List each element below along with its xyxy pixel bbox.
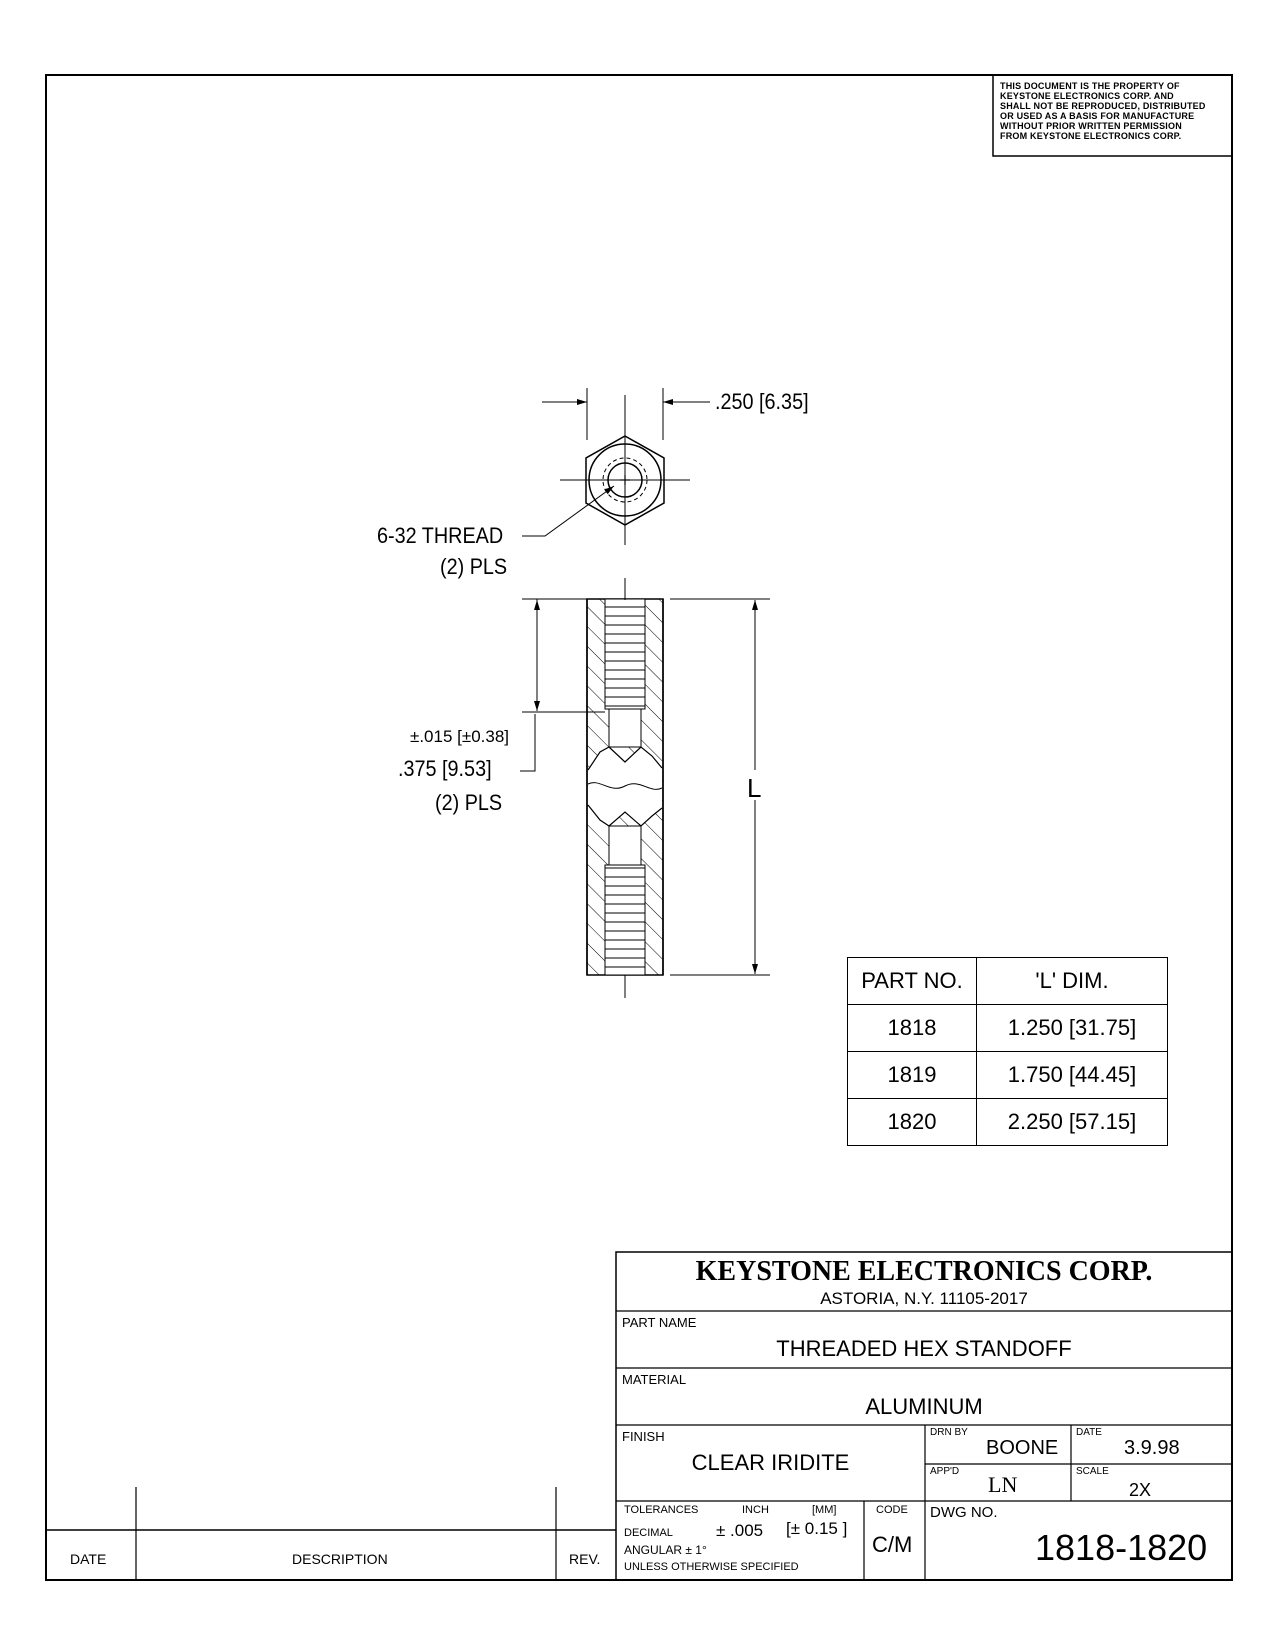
thread-callout: 6-32 THREAD	[377, 523, 504, 548]
tolerances-label: TOLERANCES	[624, 1504, 699, 1516]
material-value: ALUMINUM	[865, 1394, 983, 1419]
scale-label: SCALE	[1076, 1466, 1109, 1477]
dwg-no-value: 1818-1820	[1035, 1527, 1208, 1568]
drn-by-label: DRN BY	[930, 1427, 968, 1438]
standoff-section-view	[587, 578, 663, 998]
l-dim-cell: 1.250 [31.75]	[977, 1005, 1168, 1052]
decimal-inch-value: ± .005	[716, 1521, 764, 1540]
notice-line: OR USED AS A BASIS FOR MANUFACTURE	[1000, 111, 1195, 121]
unless-note: UNLESS OTHERWISE SPECIFIED	[624, 1561, 799, 1573]
depth-places: (2) PLS	[435, 790, 503, 815]
drn-by-value: BOONE	[986, 1437, 1059, 1459]
decimal-mm-value: [± 0.15 ]	[786, 1519, 848, 1538]
hex-width-dim: .250 [6.35]	[715, 389, 809, 414]
rev-description-label: DESCRIPTION	[292, 1551, 388, 1567]
company-name: KEYSTONE ELECTRONICS CORP.	[695, 1256, 1153, 1287]
table-header-row	[848, 958, 1168, 1005]
table-row	[848, 1005, 1168, 1052]
finish-label: FINISH	[622, 1429, 665, 1444]
decimal-label: DECIMAL	[624, 1527, 673, 1539]
part-dimension-table	[847, 957, 1168, 1146]
appd-value: LN	[988, 1472, 1018, 1497]
part-name-label: PART NAME	[622, 1315, 697, 1330]
code-label: CODE	[876, 1504, 908, 1516]
appd-label: APP'D	[930, 1466, 960, 1477]
date-label: DATE	[1076, 1427, 1102, 1438]
hex-top-view	[560, 395, 690, 545]
length-label: L	[747, 773, 762, 803]
property-notice	[1000, 81, 1206, 141]
notice-line: KEYSTONE ELECTRONICS CORP. AND	[1000, 91, 1174, 101]
notice-line: FROM KEYSTONE ELECTRONICS CORP.	[1000, 131, 1182, 141]
part-no-cell: 1820	[848, 1099, 977, 1146]
table-row	[848, 1052, 1168, 1099]
date-value: 3.9.98	[1124, 1437, 1180, 1459]
rev-label: REV.	[569, 1551, 601, 1567]
part-name-value: THREADED HEX STANDOFF	[776, 1336, 1072, 1361]
header-part-no: PART NO.	[848, 958, 977, 1005]
l-dim-cell: 1.750 [44.45]	[977, 1052, 1168, 1099]
material-label: MATERIAL	[622, 1372, 687, 1387]
rev-date-label: DATE	[70, 1551, 107, 1567]
company-address: ASTORIA, N.Y. 11105-2017	[820, 1289, 1028, 1308]
finish-value: CLEAR IRIDITE	[691, 1450, 850, 1475]
thread-places: (2) PLS	[440, 554, 508, 579]
angular-tolerance: ANGULAR ± 1°	[624, 1543, 707, 1557]
inch-label: INCH	[742, 1504, 769, 1516]
depth-dim: .375 [9.53]	[398, 756, 492, 781]
part-no-cell: 1819	[848, 1052, 977, 1099]
dwg-no-label: DWG NO.	[930, 1504, 998, 1521]
notice-line: THIS DOCUMENT IS THE PROPERTY OF	[1000, 81, 1180, 91]
depth-tolerance: ±.015 [±0.38]	[410, 727, 510, 746]
scale-value: 2X	[1129, 1480, 1152, 1500]
notice-line: SHALL NOT BE REPRODUCED, DISTRIBUTED	[1000, 101, 1206, 111]
header-l-dim: 'L' DIM.	[977, 958, 1168, 1005]
code-value: C/M	[872, 1532, 913, 1557]
mm-label: [MM]	[812, 1504, 837, 1516]
l-dim-cell: 2.250 [57.15]	[977, 1099, 1168, 1146]
part-no-cell: 1818	[848, 1005, 977, 1052]
notice-line: WITHOUT PRIOR WRITTEN PERMISSION	[1000, 121, 1182, 131]
table-row	[848, 1099, 1168, 1146]
